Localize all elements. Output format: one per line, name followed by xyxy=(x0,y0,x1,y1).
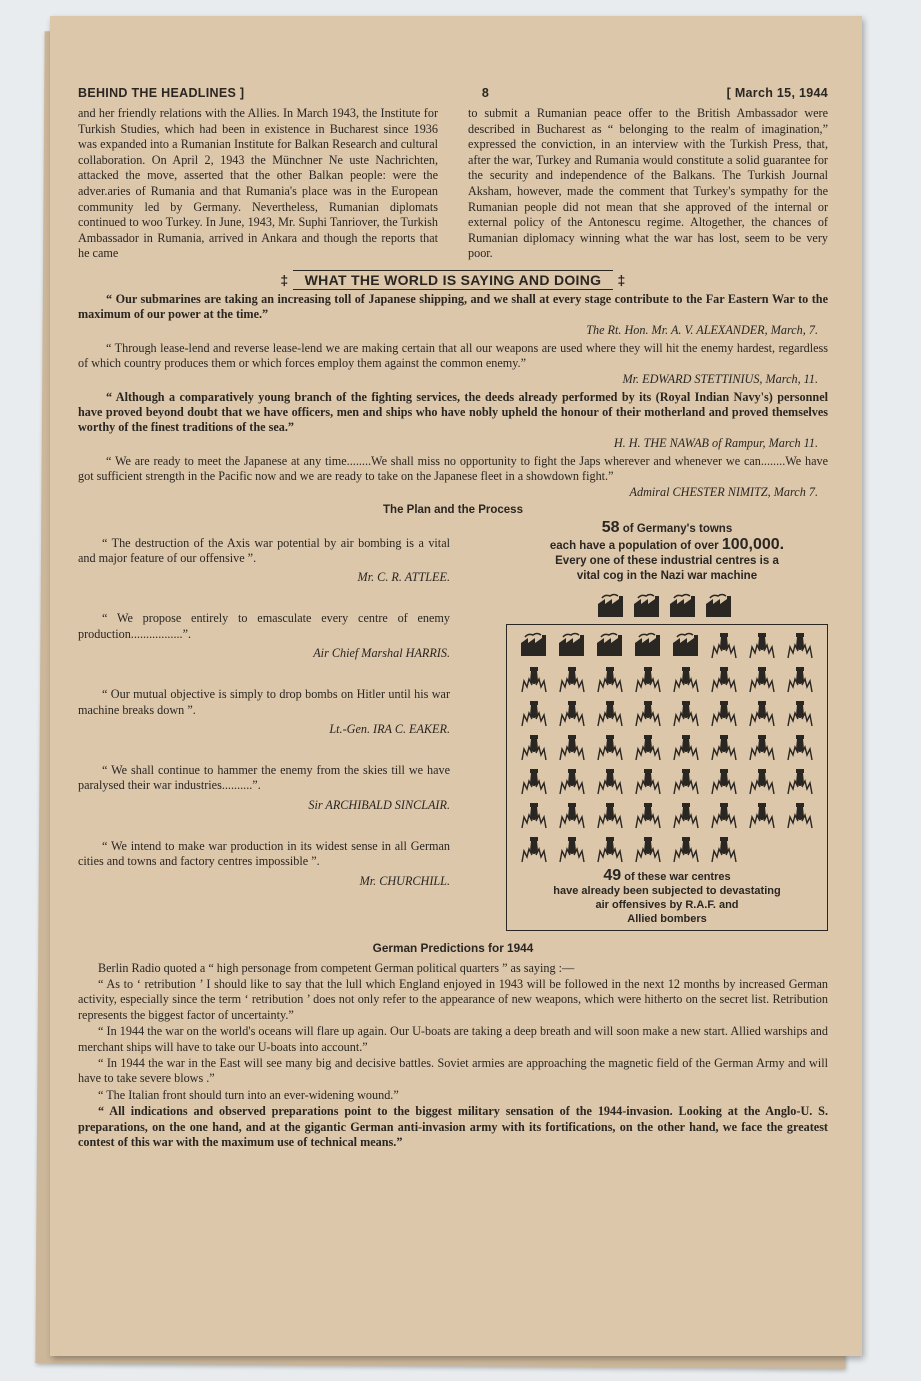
bombed-town xyxy=(633,801,663,829)
bombed-town xyxy=(557,699,587,727)
caption-line: air offensives by R.A.F. and xyxy=(595,898,739,911)
bomb-icon xyxy=(633,801,663,829)
bomb-icon xyxy=(595,801,625,829)
factory-icon xyxy=(557,631,587,657)
bomb-icon xyxy=(709,835,739,863)
towns-count: 58 xyxy=(601,518,620,536)
predictions-title: German Predictions for 1944 xyxy=(372,940,534,955)
bomb-icon xyxy=(557,767,587,795)
column-left-text: and her friendly relations with the Allies. In March 1943, the Institute for Turkish Studies, which had been in existence in Bucharest since 1936 was expanded into a Rumanian Institute for Balkan Research and cultural collaboration. On April 2, 1943 the Münchner Ne uste Nachrichten, attacked the move, asserted that the other Balkan people: were the adver.aries of Rumania and that Rumania's place was in the European community led by Germany. Nevertheless, Rumanian diplomats continued to woo Turkey. In June, 1943, Mr. Suphi Tanriover, the Turkish Ambassador in Rumania, arrived in Ankara and though the reports that he came xyxy=(78,106,438,261)
bombed-town xyxy=(557,801,587,829)
bombed-town xyxy=(633,733,663,761)
bomb-icon xyxy=(785,801,815,829)
publication-name: BEHIND THE HEADLINES ] xyxy=(78,86,245,100)
town-grid-box xyxy=(506,624,828,931)
plan-quotes xyxy=(78,520,450,931)
bomb-icon xyxy=(709,631,739,659)
plan-quote-block xyxy=(78,839,450,889)
intact-town xyxy=(595,631,625,659)
bombed-town xyxy=(557,835,587,863)
factory-icon xyxy=(632,592,662,618)
bombed-town xyxy=(595,835,625,863)
bombed-town xyxy=(747,767,777,795)
plan-quote-attribution: Mr. C. R. ATTLEE. xyxy=(357,570,450,585)
bombed-town xyxy=(785,631,815,659)
predictions-intro: Berlin Radio quoted a “ high personage from competent German political quarters ” as saying :— xyxy=(98,960,575,975)
bombed-town xyxy=(671,835,701,863)
bomb-icon xyxy=(785,733,815,761)
intact-town xyxy=(671,631,701,659)
bomb-icon xyxy=(785,665,815,693)
bombed-town xyxy=(671,733,701,761)
bombed-town xyxy=(595,767,625,795)
bombed-town xyxy=(519,665,549,693)
plan-quote-block xyxy=(78,687,450,737)
plan-quote: “ Our mutual objective is simply to drop bombs on Hitler until his war machine breaks down ”. xyxy=(78,687,450,717)
bomb-icon xyxy=(557,665,587,693)
bomb-icon xyxy=(671,767,701,795)
bombed-town xyxy=(747,699,777,727)
bomb-icon xyxy=(747,699,777,727)
bomb-icon xyxy=(633,665,663,693)
bomb-icon xyxy=(671,733,701,761)
bomb-icon xyxy=(557,733,587,761)
bombed-town xyxy=(709,665,739,693)
bomb-icon xyxy=(557,835,587,863)
bombed-town xyxy=(709,835,739,863)
factory-icon xyxy=(704,592,734,618)
plan-quote-block xyxy=(78,611,450,661)
bomb-icon xyxy=(671,665,701,693)
bombed-town xyxy=(595,801,625,829)
infographic-caption-bottom xyxy=(511,866,823,926)
plan-quote: “ We propose entirely to emasculate every centre of enemy production.................”. xyxy=(78,611,450,641)
bomb-icon xyxy=(519,733,549,761)
caption-line: vital cog in the Nazi war machine xyxy=(576,569,758,582)
prediction: “ As to ‘ retribution ’ I should like to say that the lull which England enjoyed in 1943 will be followed in the next 12 months by increased German activity, especially since the term ‘ retribution ’ does not only refer to the appearance of new weapons, which were hitherto on the secret list. Retribution represents the biggest factor of uncertainty.” xyxy=(78,977,828,1022)
bombed-town xyxy=(709,631,739,659)
bombed-town xyxy=(633,699,663,727)
bomb-icon xyxy=(785,631,815,659)
quote-attribution: The Rt. Hon. Mr. A. V. ALEXANDER, March, 7. xyxy=(586,322,818,337)
bombed-town xyxy=(709,801,739,829)
bombed-town xyxy=(519,801,549,829)
caption-line: each have a population of over xyxy=(549,539,719,552)
bombed-town xyxy=(557,767,587,795)
column-left xyxy=(78,106,438,262)
bomb-icon xyxy=(633,767,663,795)
plan-quote-block xyxy=(78,763,450,813)
bomb-icon xyxy=(785,767,815,795)
bomb-icon xyxy=(595,665,625,693)
factory-row-top xyxy=(596,592,828,620)
bomb-icon xyxy=(519,767,549,795)
bombed-town xyxy=(519,733,549,761)
predictions-list xyxy=(78,977,828,1150)
factory-cell xyxy=(704,592,734,620)
world-quote: “ We are ready to meet the Japanese at any time........We shall miss no opportunity to fight the Japs wherever and whenever we can........We have got sufficient strength in the Pacific now and we are ready to take on the Japanese fleet in a showdown fight.” xyxy=(78,453,828,484)
factory-icon xyxy=(668,592,698,618)
factory-cell xyxy=(668,592,698,620)
factory-icon xyxy=(671,631,701,657)
infographic-caption-top xyxy=(506,520,828,584)
quote-attribution: H. H. THE NAWAB of Rampur, March 11. xyxy=(613,435,818,450)
world-quote: “ Our submarines are taking an increasing toll of Japanese shipping, and we shall at every stage contribute to the Far Eastern War to the maximum of our power at the time.” xyxy=(78,291,828,322)
intact-town xyxy=(633,631,663,659)
prediction: “ In 1944 the war on the world's oceans will flare up again. Our U-boats are taking a deep breath and will soon make a new start. Allied warships and merchant ships will have to take our U-boats into account.” xyxy=(78,1024,828,1054)
caption-line: of Germany's towns xyxy=(622,522,733,535)
bomb-icon xyxy=(519,801,549,829)
caption-line: Allied bombers xyxy=(627,912,707,925)
bombed-town xyxy=(557,733,587,761)
bomb-icon xyxy=(595,767,625,795)
bombed-town xyxy=(785,767,815,795)
bomb-icon xyxy=(785,699,815,727)
bomb-icon xyxy=(671,801,701,829)
column-right-text: to submit a Rumanian peace offer to the British Ambassador were described in Bucharest as “ belonging to the realm of imagination,” expressed the conviction, in an interview with the Turkish Press, that, after the war, Turkey and Rumania would constitute a solid guarantee for the security and independence of the Balkans. The Turkish Journal Aksham, however, made the comment that Turkey's sympathy for the Rumanian people did not mean that she approved of the internal or external policy of the Antonescu regime. Altogether, the chances of Rumanian diplomacy winning what the war has lost, seem to be very poor. xyxy=(468,106,828,261)
bomb-icon xyxy=(557,801,587,829)
factory-cell xyxy=(632,592,662,620)
bombed-town xyxy=(785,801,815,829)
bomb-icon xyxy=(671,699,701,727)
bombed-town xyxy=(785,699,815,727)
bombed-town xyxy=(785,665,815,693)
bomb-icon xyxy=(595,835,625,863)
plan-quote: “ The destruction of the Axis war potential by air bombing is a vital and major feature of our offensive ”. xyxy=(78,535,450,565)
caption-line: have already been subjected to devastating xyxy=(553,884,781,897)
bombed-town xyxy=(709,699,739,727)
plan-quote-block xyxy=(78,536,450,586)
bomb-icon xyxy=(595,699,625,727)
bomb-icon xyxy=(671,835,701,863)
plan-quote-attribution: Mr. CHURCHILL. xyxy=(359,873,450,888)
issue-date: [ March 15, 1944 xyxy=(726,86,828,100)
bombed-town xyxy=(747,631,777,659)
prediction: “ In 1944 the war in the East will see many big and decisive battles. Soviet armies are approaching the magnetic field of the German Army and will have to take severe blows .” xyxy=(78,1056,828,1086)
column-right xyxy=(468,106,828,262)
town-grid-wrap xyxy=(506,592,828,931)
bomb-icon xyxy=(519,835,549,863)
bombed-town xyxy=(747,733,777,761)
bomb-icon xyxy=(747,665,777,693)
factory-icon xyxy=(633,631,663,657)
bombed-town xyxy=(671,699,701,727)
bomb-icon xyxy=(519,665,549,693)
section-mark-right: ‡ xyxy=(617,271,626,288)
bomb-icon xyxy=(747,767,777,795)
bombed-town xyxy=(747,665,777,693)
bomb-icon xyxy=(709,665,739,693)
bombed-town xyxy=(633,665,663,693)
intact-town xyxy=(519,631,549,659)
bomb-icon xyxy=(633,699,663,727)
factory-icon xyxy=(519,631,549,657)
article-columns xyxy=(78,106,828,262)
bombed-town xyxy=(633,835,663,863)
bombed-town xyxy=(519,835,549,863)
section-heading xyxy=(78,272,828,288)
bombed-town xyxy=(519,767,549,795)
bomb-icon xyxy=(709,699,739,727)
world-quotes xyxy=(78,292,828,500)
bombed-town xyxy=(595,733,625,761)
caption-line: Every one of these industrial centres is a xyxy=(555,554,779,567)
bomb-icon xyxy=(709,801,739,829)
plan-quote-attribution: Sir ARCHIBALD SINCLAIR. xyxy=(308,797,450,812)
bomb-icon xyxy=(709,733,739,761)
quote-attribution: Mr. EDWARD STETTINIUS, March, 11. xyxy=(622,371,818,386)
prediction: “ All indications and observed preparations point to the biggest military sensation of the 1944-invasion. Looking at the Anglo-U. S. preparations, on the one hand, and at the gigantic German anti-invasion army with its fortifications, on the other hand, we face the greatest contest of this war with the maximum use of technical means.” xyxy=(78,1104,828,1150)
bomb-icon xyxy=(519,699,549,727)
factory-cell xyxy=(596,592,626,620)
plan-quote-attribution: Lt.-Gen. IRA C. EAKER. xyxy=(329,722,450,737)
bomb-icon xyxy=(747,801,777,829)
page-number: 8 xyxy=(481,86,490,100)
factory-icon xyxy=(596,592,626,618)
page-header xyxy=(78,86,828,100)
bombed-town xyxy=(709,767,739,795)
plan-section xyxy=(78,520,828,931)
bomb-icon xyxy=(633,733,663,761)
bomb-icon xyxy=(633,835,663,863)
plan-quote: “ We shall continue to hammer the enemy from the skies till we have paralysed their war industries..........”. xyxy=(78,763,450,793)
bombed-town xyxy=(671,665,701,693)
bombed-count: 49 xyxy=(603,866,622,884)
bomb-icon xyxy=(709,767,739,795)
bombed-town xyxy=(633,767,663,795)
bomb-icon xyxy=(747,631,777,659)
prediction: “ The Italian front should turn into an ever-widening wound.” xyxy=(98,1087,399,1102)
bombed-town xyxy=(557,665,587,693)
bomb-icon xyxy=(557,699,587,727)
plan-quote-attribution: Air Chief Marshal HARRIS. xyxy=(313,646,450,661)
bombed-town xyxy=(785,733,815,761)
town-grid xyxy=(511,631,823,863)
intact-town xyxy=(557,631,587,659)
world-quote: “ Although a comparatively young branch of the fighting services, the deeds already performed by its (Royal Indian Navy's) personnel have proved beyond doubt that we have officers, men and ships who have nobly upheld the honour of their motherland and proved themselves worthy of the finest traditions of the sea.” xyxy=(78,389,828,435)
bombed-town xyxy=(519,699,549,727)
bombed-town xyxy=(595,699,625,727)
factory-icon xyxy=(595,631,625,657)
bombed-town xyxy=(671,801,701,829)
plan-title: The Plan and the Process xyxy=(383,503,523,516)
section-title: WHAT THE WORLD IS SAYING AND DOING xyxy=(293,270,614,290)
page-content xyxy=(78,86,828,1151)
bombed-town xyxy=(671,767,701,795)
bomb-icon xyxy=(595,733,625,761)
plan-quote: “ We intend to make war production in its widest sense in all German cities and towns and factory centres impossible ”. xyxy=(78,838,450,869)
bomb-icon xyxy=(747,733,777,761)
towns-infographic xyxy=(506,520,828,931)
population-figure: 100,000. xyxy=(721,535,785,553)
bombed-town xyxy=(595,665,625,693)
section-mark-left: ‡ xyxy=(280,271,289,288)
bombed-town xyxy=(709,733,739,761)
quote-attribution: Admiral CHESTER NIMITZ, March 7. xyxy=(629,484,818,499)
bombed-town xyxy=(747,801,777,829)
world-quote: “ Through lease-lend and reverse lease-lend we are making certain that all our weapons are used where they will hit the enemy hardest, regardless of which country produces them or which forces employ them against the common enemy.” xyxy=(78,340,828,371)
caption-line: of these war centres xyxy=(624,870,731,883)
